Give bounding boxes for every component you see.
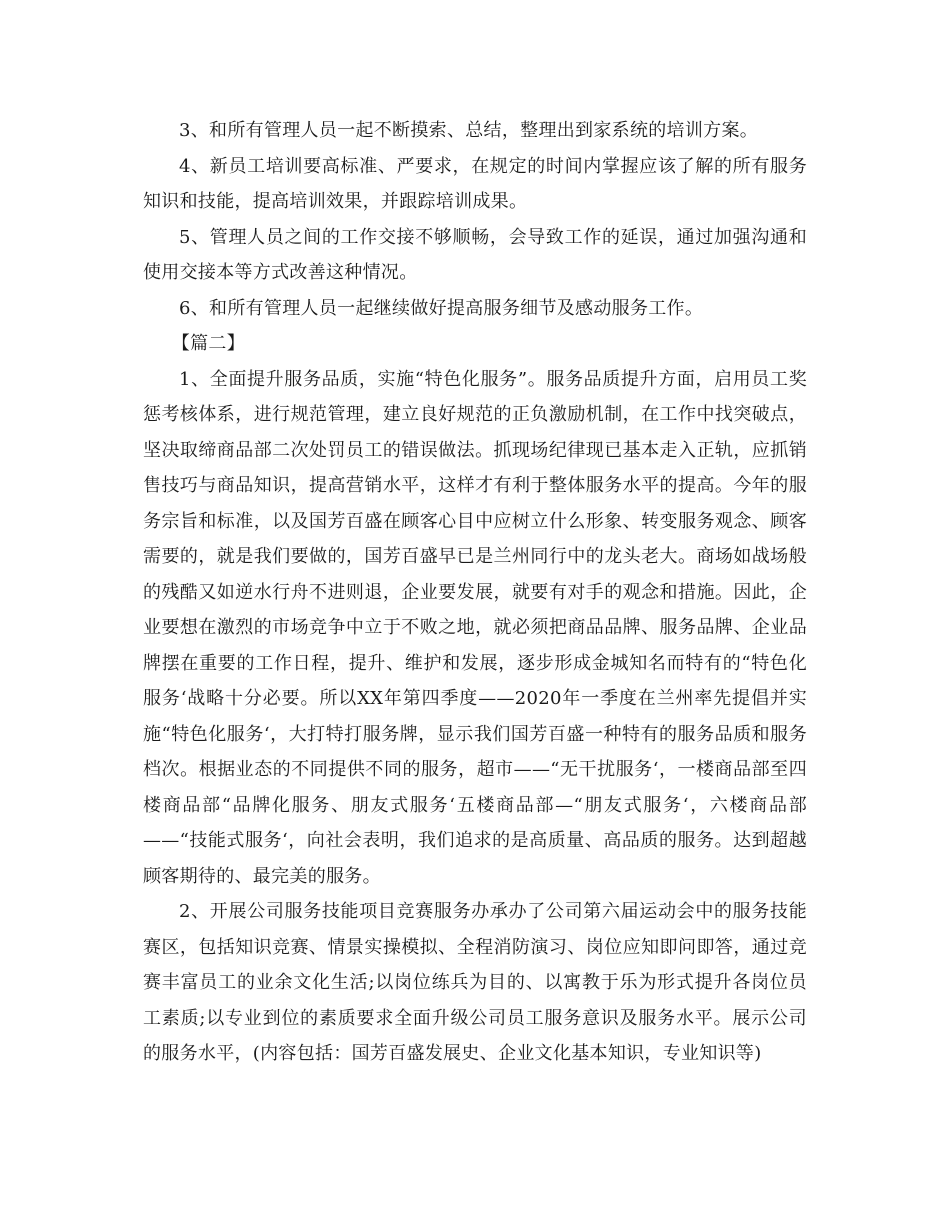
paragraph-item-5: 5、管理人员之间的工作交接不够顺畅，会导致工作的延误，通过加强沟通和使用交接本等方式改善这种情况。 [143, 226, 807, 283]
section-heading: 【篇二】 [171, 333, 245, 354]
paragraph-section2-item-1: 1、全面提升服务品质，实施“特色化服务”。服务品质提升方面，启用员工奖惩考核体系，进行规范管理，建立良好规范的正负激励机制，在工作中找突破点，坚决取缔商品部二次处罚员工的错误做法。抓现场纪律现已基本走入正轨，应抓销售技巧与商品知识，提高营销水平，这样才有利于整体服务水平的提高。今年的服务宗旨和标准，以及国芳百盛在顾客心目中应树立什么形象、转变服务观念、顾客需要的，就是我们要做的，国芳百盛早已是兰州同行中的龙头老大。商场如战场般的残酷又如逆水行舟不进则退，企业要发展，就要有对手的观念和措施。因此，企业要想在激烈的市场竞争中立于不败之地，就必须把商品品牌、服务品牌、企业品牌摆在重要的工作日程，提升、维护和发展，逐步形成金城知名而特有的“特色化服务‘战略十分必要。所以XX年第四季度——2020年一季度在兰州率先提倡并实施“特色化服务‘，大打特打服务牌，显示我们国芳百盛一种特有的服务品质和服务档次。根据业态的不同提供不同的服务，超市——“无干扰服务‘，一楼商品部至四楼商品部“品牌化服务、朋友式服务‘五楼商品部—“朋友式服务‘，六楼商品部——“技能式服务‘，向社会表明，我们追求的是高质量、高品质的服务。达到超越顾客期待的、最完美的服务。 [143, 368, 807, 887]
paragraph-item-4: 4、新员工培训要高标准、严要求，在规定的时间内掌握应该了解的所有服务知识和技能，提高培训效果，并跟踪培训成果。 [143, 155, 807, 212]
document-body [143, 113, 807, 1072]
paragraph-item-6: 6、和所有管理人员一起继续做好提高服务细节及感动服务工作。 [179, 297, 704, 319]
paragraph-item-3: 3、和所有管理人员一起不断摸索、总结，整理出到家系统的培训方案。 [179, 120, 759, 141]
paragraph-section2-item-2: 2、开展公司服务技能项目竞赛服务办承办了公司第六届运动会中的服务技能赛区，包括知识竞赛、情景实操模拟、全程消防演习、岗位应知即问即答，通过竞赛丰富员工的业余文化生活;以岗位练兵为目的、以寓教于乐为形式提升各岗位员工素质;以专业到位的素质要求全面升级公司员工服务意识及服务水平。展示公司的服务水平，(内容包括：国芳百盛发展史、企业文化基本知识，专业知识等) [143, 901, 807, 1064]
